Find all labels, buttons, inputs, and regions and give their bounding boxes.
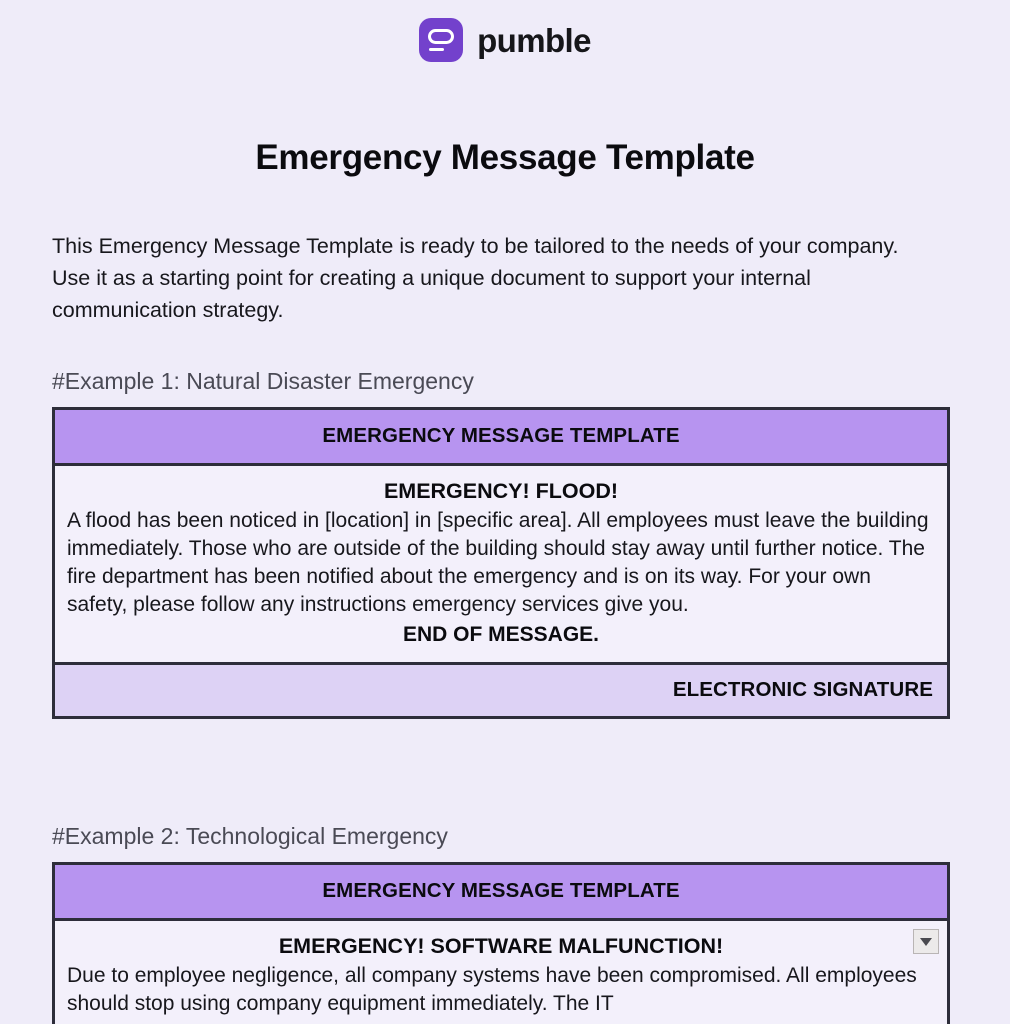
message-title: EMERGENCY! FLOOD! [383, 479, 619, 503]
section-heading-example-1: #Example 1: Natural Disaster Emergency [52, 368, 474, 394]
bubble-tail-bar [429, 48, 444, 52]
table-message-row [55, 921, 947, 1024]
table-message-row [55, 466, 947, 665]
message-title: EMERGENCY! SOFTWARE MALFUNCTION! [278, 934, 724, 958]
bubble-shape [428, 29, 454, 44]
emergency-template-table-2 [52, 862, 950, 1024]
section-spacer [52, 719, 958, 781]
message-body: Due to employee negligence, all company systems have been compromised. All employees should stop using company equipment immediately. The IT [67, 964, 917, 1015]
intro-paragraph: This Emergency Message Template is ready to be tailored to the needs of your company. Use it as a starting point for creating a unique document to support your internal communication strategy. [52, 234, 899, 322]
emergency-template-table-1 [52, 407, 950, 719]
electronic-signature-row: ELECTRONIC SIGNATURE [55, 665, 947, 716]
page-title: Emergency Message Template [255, 138, 755, 177]
section-heading-example-2: #Example 2: Technological Emergency [52, 823, 448, 849]
pumble-chat-bubble-icon [419, 18, 463, 62]
document-content [0, 138, 1010, 1024]
message-body: A flood has been noticed in [location] in [specific area]. All employees must leave the building immediately. Those who are outside of the building should stay away until further notice. The fire department has been notified about the emergency and is on its way. For your own safety, please follow any instructions emergency services give you. [67, 509, 929, 616]
table-header-row: EMERGENCY MESSAGE TEMPLATE [55, 410, 947, 466]
chevron-down-icon[interactable] [913, 929, 939, 954]
table-header-row: EMERGENCY MESSAGE TEMPLATE [55, 865, 947, 921]
brand-header [0, 0, 1010, 62]
message-end: END OF MESSAGE. [402, 623, 600, 646]
caret-shape [920, 938, 932, 946]
brand-wordmark: pumble [477, 21, 591, 59]
